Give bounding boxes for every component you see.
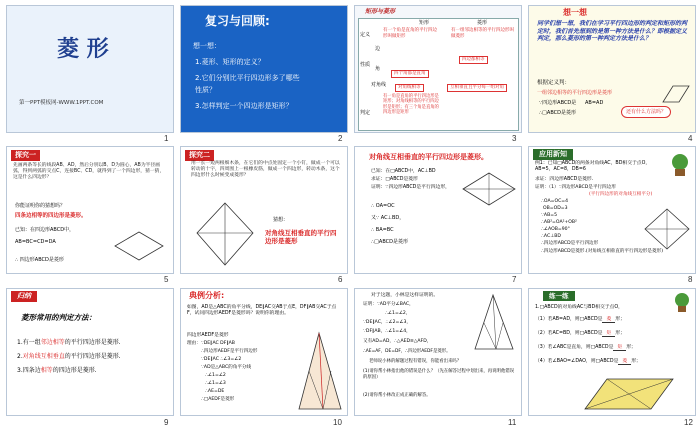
- slide-12-l3a: （2）若AC=BD，则□ABCD是: [535, 331, 603, 336]
- slide-12-l4c: 形；: [626, 345, 636, 350]
- slide-8-p1: 证明：（1）∵四边形ABCD是平行四边形: [535, 185, 616, 190]
- slide-4-bubble: 还有什么方法吗？: [621, 106, 671, 118]
- slide-5-tag: 探究一: [11, 150, 40, 161]
- slide-11-l6: ∴AE=AF，DE=DF，∴四边形AEDF是菱形。: [363, 349, 451, 354]
- slide-4-body: 同学们想一想，我们在学习平行四边形的判定和矩形的判定时，我们首先想到的是第一种方法是什么？即根据定义判定，那么菱形的第一种判定方法是什么？: [537, 20, 688, 42]
- slide-12-l2a: （1）若AB=AD，则□ABCD是: [535, 317, 603, 322]
- slide-10-r2: ∵DE∥AC ∴∠3=∠2: [201, 357, 242, 362]
- slide-3-row-prop: 性质: [360, 62, 371, 68]
- slide-3-header: 矩形与菱形: [365, 8, 396, 15]
- slide-4-l5: ∴□ABCD是菱形: [539, 110, 577, 116]
- slide-8-p5: ∴AB²=OA²+OB²: [541, 220, 577, 225]
- slide-9-m2a: 2.: [17, 353, 23, 360]
- slide-2-q3: 3.怎样判定一个四边形是矩形？: [195, 102, 293, 110]
- slide-12-l2c: 形；: [615, 317, 625, 322]
- slide-10-answer: 四边形AEDF是菱形: [187, 333, 229, 338]
- slide-8-rhombus-figure: [641, 205, 693, 253]
- slide-11-l2: ∴∠1=∠2，: [385, 311, 411, 316]
- slide-4-thumbnail[interactable]: [528, 5, 696, 133]
- slide-3-row-def: 定义: [360, 32, 371, 38]
- slide-8-p6: ∴∠AOB=90°: [541, 227, 570, 232]
- slide-12-thumbnail[interactable]: [528, 288, 696, 416]
- slide-8-p4: ∵AB=5: [541, 213, 557, 218]
- slide-5-rhombus-figure: [111, 229, 167, 263]
- slide-number-5: 5: [164, 275, 169, 284]
- slide-9-title: 菱形常用的判定方法：: [21, 313, 96, 322]
- slide-8-prove: 求证：四边形ABCD是菱形.: [535, 177, 594, 182]
- slide-2-q2b: 性质？: [195, 86, 216, 94]
- slide-6-thumbnail[interactable]: [180, 146, 348, 274]
- slide-5-question: 你能证明你的猜想吗？: [15, 203, 66, 209]
- slide-3-col1: 矩形: [419, 20, 430, 26]
- slide-9-m3b: 相等: [40, 367, 53, 374]
- slide-9-m1c: 的平行四边形是菱形.: [64, 339, 121, 346]
- slide-8-p1b: (平行四边形的对角线互相平分): [589, 192, 653, 197]
- slide-4-l4: AB=AD: [585, 100, 604, 106]
- slide-6-kite-figure: [189, 199, 259, 269]
- slide-7-thumbnail[interactable]: [354, 146, 522, 274]
- slide-12-l3b: 矩: [602, 331, 615, 337]
- slide-6-tag: 探究二: [185, 150, 214, 161]
- slide-8-p7: ∴AC⊥BD: [541, 234, 561, 239]
- slide-8-p3: OB=OD=3: [543, 206, 568, 211]
- slide-12-item-3: [535, 345, 636, 351]
- slide-12-header: 练一练: [543, 291, 575, 301]
- slide-8-plant-icon: [667, 151, 693, 177]
- slide-10-thumbnail[interactable]: [180, 288, 348, 416]
- slide-6-guess: 猜想：: [273, 217, 289, 223]
- slide-12-l4b: 矩: [613, 345, 626, 351]
- slide-11-thumbnail[interactable]: [354, 288, 522, 416]
- slide-7-prove: 求证：□ABCD是菱形: [371, 177, 418, 182]
- slide-3-def-rect: 有一个角是直角的平行四边形叫做矩形: [383, 28, 437, 39]
- slide-number-7: 7: [512, 275, 517, 284]
- slide-3-angle-rect: 四个角都是直角: [391, 70, 429, 78]
- slide-11-l3: ∵DE∥AC，∴∠2=∠3，: [363, 320, 411, 325]
- slide-9-method-3: [17, 367, 97, 375]
- slide-11-l9: (2)请你帮小林改正成正确的解答。: [363, 393, 431, 398]
- slide-3-row-judge: 判定: [360, 110, 371, 116]
- slide-9-m1b: 邻边相等: [40, 339, 65, 346]
- slide-4-title: 想一想: [563, 8, 587, 17]
- slide-8-p8: ∴四边形ABCD是平行四边形: [541, 241, 599, 246]
- slide-number-12: 12: [684, 418, 693, 427]
- slide-12-l2b: 菱: [602, 317, 615, 323]
- slide-4-l2: 一组邻边相等的平行四边形是菱形: [537, 90, 613, 96]
- slide-12-l5b: 菱: [618, 359, 631, 365]
- slide-10-question: 如图，AD是△ABC的角平分线，DE∥AC交AB于点E，DF∥AB交AC于点F，试问四边形AEDF是菱形吗？说明你的理由。: [187, 305, 337, 316]
- slide-3-def-rhombus: 有一组邻边相等的平行四边形叫做菱形: [451, 28, 514, 39]
- slide-9-method-2: [17, 353, 121, 361]
- slide-3-diag-rhombus: 互相垂直且平分每一组对角: [447, 84, 507, 92]
- slide-7-l1: ∴ OA=OC: [371, 203, 395, 209]
- slide-12-item-4: [535, 359, 641, 365]
- slide-1-footer: 第一PPT模板网-WWW.1PPT.COM: [19, 100, 104, 106]
- slide-8-header: 应用新知: [533, 149, 573, 160]
- slide-12-item-1: [535, 317, 625, 323]
- slide-9-m1a: 1.有一组: [17, 339, 41, 346]
- slide-7-l2: 又∵ AC⊥BD，: [371, 215, 405, 221]
- slide-12-plant-icon: [671, 291, 693, 313]
- slide-9-method-1: [17, 339, 121, 347]
- slide-11-triangle-figure: [471, 293, 517, 353]
- slide-4-l3: ∵四边形ABCD是: [539, 100, 577, 106]
- slide-9-m3c: 的四边形是菱形.: [52, 367, 97, 374]
- slide-number-10: 10: [333, 418, 342, 427]
- slide-2-thumbnail[interactable]: [180, 5, 348, 133]
- slide-10-r7: ∴□AEDF是菱形: [201, 397, 235, 402]
- slide-number-2: 2: [338, 134, 343, 143]
- slide-7-l3: ∴ BA=BC: [371, 227, 394, 233]
- slide-7-l4: ∴□ABCD是菱形: [371, 239, 409, 245]
- slide-8-p2: ∴OA=OC=4: [541, 199, 569, 204]
- slide-2-q1: 1.菱形、矩形的定义？: [195, 58, 265, 66]
- slide-12-l5c: 形；: [631, 359, 641, 364]
- slide-8-p9: ∴四边形ABCD是菱形.(对角线互相垂直的平行四边形是菱形): [541, 249, 663, 254]
- slide-2-q0: 想一想：: [193, 42, 221, 50]
- slide-5-result: ∴ 四边形ABCD是菱形: [15, 257, 64, 263]
- slide-7-title: 对角线互相垂直的平行四边形是菱形。: [369, 153, 488, 161]
- slide-11-l8: (1)请你帮小林指出他的错误是什么？（先在解答过程中划出来，再说明他错误的原因）: [363, 369, 515, 380]
- slide-2-title: 复习与回顾:: [205, 14, 270, 28]
- slide-7-proof: 证明：∵四边形ABCD是平行四边形，: [371, 185, 450, 190]
- slide-8-thumbnail[interactable]: [528, 146, 696, 274]
- slide-9-thumbnail[interactable]: [6, 288, 174, 416]
- slide-1-title: 菱 形: [57, 36, 109, 62]
- slide-12-l3c: 形；: [615, 331, 625, 336]
- slide-5-given: 已知：在四边形ABCD中，: [15, 227, 75, 233]
- slide-11-l4: ∵DF∥AB，∴∠1=∠4，: [363, 329, 411, 334]
- slide-3-col2: 菱形: [477, 20, 488, 26]
- slide-5-given2: AB=BC=CD=DA: [15, 239, 56, 245]
- slide-3-row-diag: 对角线: [371, 82, 387, 88]
- slide-10-r4: ∴∠1=∠2: [205, 373, 226, 378]
- slide-3-row-angle: 角: [375, 66, 381, 72]
- slide-1-thumbnail[interactable]: [6, 5, 174, 133]
- slide-number-11: 11: [508, 418, 517, 427]
- slide-number-9: 9: [164, 418, 169, 427]
- slide-11-l0: 对于这题，小林是这样证明的。: [371, 293, 439, 298]
- slide-5-conclusion: 四条边相等的四边形是菱形。: [15, 213, 87, 219]
- slide-number-8: 8: [688, 275, 693, 284]
- slide-7-rhombus-figure: [459, 169, 519, 209]
- slide-12-l1: 1.□ABCD的对角线AC与BD相交于点O，: [535, 305, 623, 310]
- slide-11-l5: 又有AD=AD，∴△AED≅△AFD，: [363, 339, 432, 344]
- slide-3-thumbnail[interactable]: [354, 5, 522, 133]
- slide-10-title: 典例分析:: [189, 291, 225, 300]
- slide-6-body: 用一长一短两根细木条，在它们的中点处固定一个小钉，做成一个可以转动的十字，四周围上一根橡皮筋，做成一个四边形，转动木条，这个四边形什么时候变成菱形？: [191, 161, 340, 178]
- slide-9-m2c: 的平行四边形是菱形.: [64, 353, 121, 360]
- slide-number-3: 3: [512, 134, 517, 143]
- slide-11-l1: 证明：∵AD平分∠BAC，: [363, 302, 414, 307]
- slide-10-r1: ∴四边形AEDF是平行四边形: [201, 349, 258, 354]
- slide-12-l4a: （3）若∠ABC是直角，则□ABCD是: [535, 345, 614, 350]
- slide-9-header: 归纳: [11, 291, 37, 302]
- slide-number-1: 1: [164, 134, 169, 143]
- slide-4-rhombus-figure: [655, 82, 691, 106]
- slide-10-triangle-figure: [293, 329, 345, 413]
- slide-6-result: 对角线互相垂直的平行四边形是菱形: [265, 229, 337, 246]
- slide-9-m3a: 3.四条边: [17, 367, 41, 374]
- slide-12-parallelogram-figure: [579, 375, 679, 413]
- slide-3-row-edge: 边: [375, 46, 381, 52]
- slide-10-r0: 理由：∵DE∥AC DF∥AB: [187, 341, 235, 346]
- slide-8-body: 例1：已知□ABCD的两条对角线AC，BD相交于点O，AB=5，AC=8，DB=6: [535, 161, 651, 172]
- slide-2-q2: 2.它们分别比平行四边形多了哪些: [195, 74, 300, 82]
- slide-10-r6: ∴AE=DE: [205, 389, 225, 394]
- slide-12-l5a: （4）若∠BAO=∠DAO，则□ABCD是: [535, 359, 619, 364]
- slide-3-judge-rect: 有一角是直角的平行四边形是矩形；对角线相等的平行四边形是矩形；有三个角是直角的四边形是矩形: [383, 94, 439, 116]
- slide-5-body: 先画两条等长的线段AB、AD，然后分别以B、D为圆心，AB为半径画弧，得到两弧的交点C，连接BC、CD，就得到了一个四边形，猜一猜，这是什么四边形？: [13, 163, 165, 180]
- slide-4-l1: 根据定义判：: [537, 80, 571, 86]
- slide-number-4: 4: [688, 134, 693, 143]
- slide-7-given: 已知：在□ABCD中，AC⊥BD: [371, 169, 436, 174]
- slide-10-r5: ∴∠1=∠3: [205, 381, 226, 386]
- slide-11-l7: 老师说小林的解题过程有错误，你能看出来吗？: [369, 359, 462, 364]
- slide-12-item-2: [535, 331, 625, 337]
- slide-10-r3: ∵AD是△ABC的角平分线: [201, 365, 252, 370]
- slide-9-m2b: 对角线互相垂直: [22, 353, 65, 360]
- slide-number-6: 6: [338, 275, 343, 284]
- slide-5-thumbnail[interactable]: [6, 146, 174, 274]
- slide-3-diag-rect: 对角线相等: [395, 84, 424, 92]
- slide-3-edge-rhombus: 四边都相等: [459, 56, 488, 64]
